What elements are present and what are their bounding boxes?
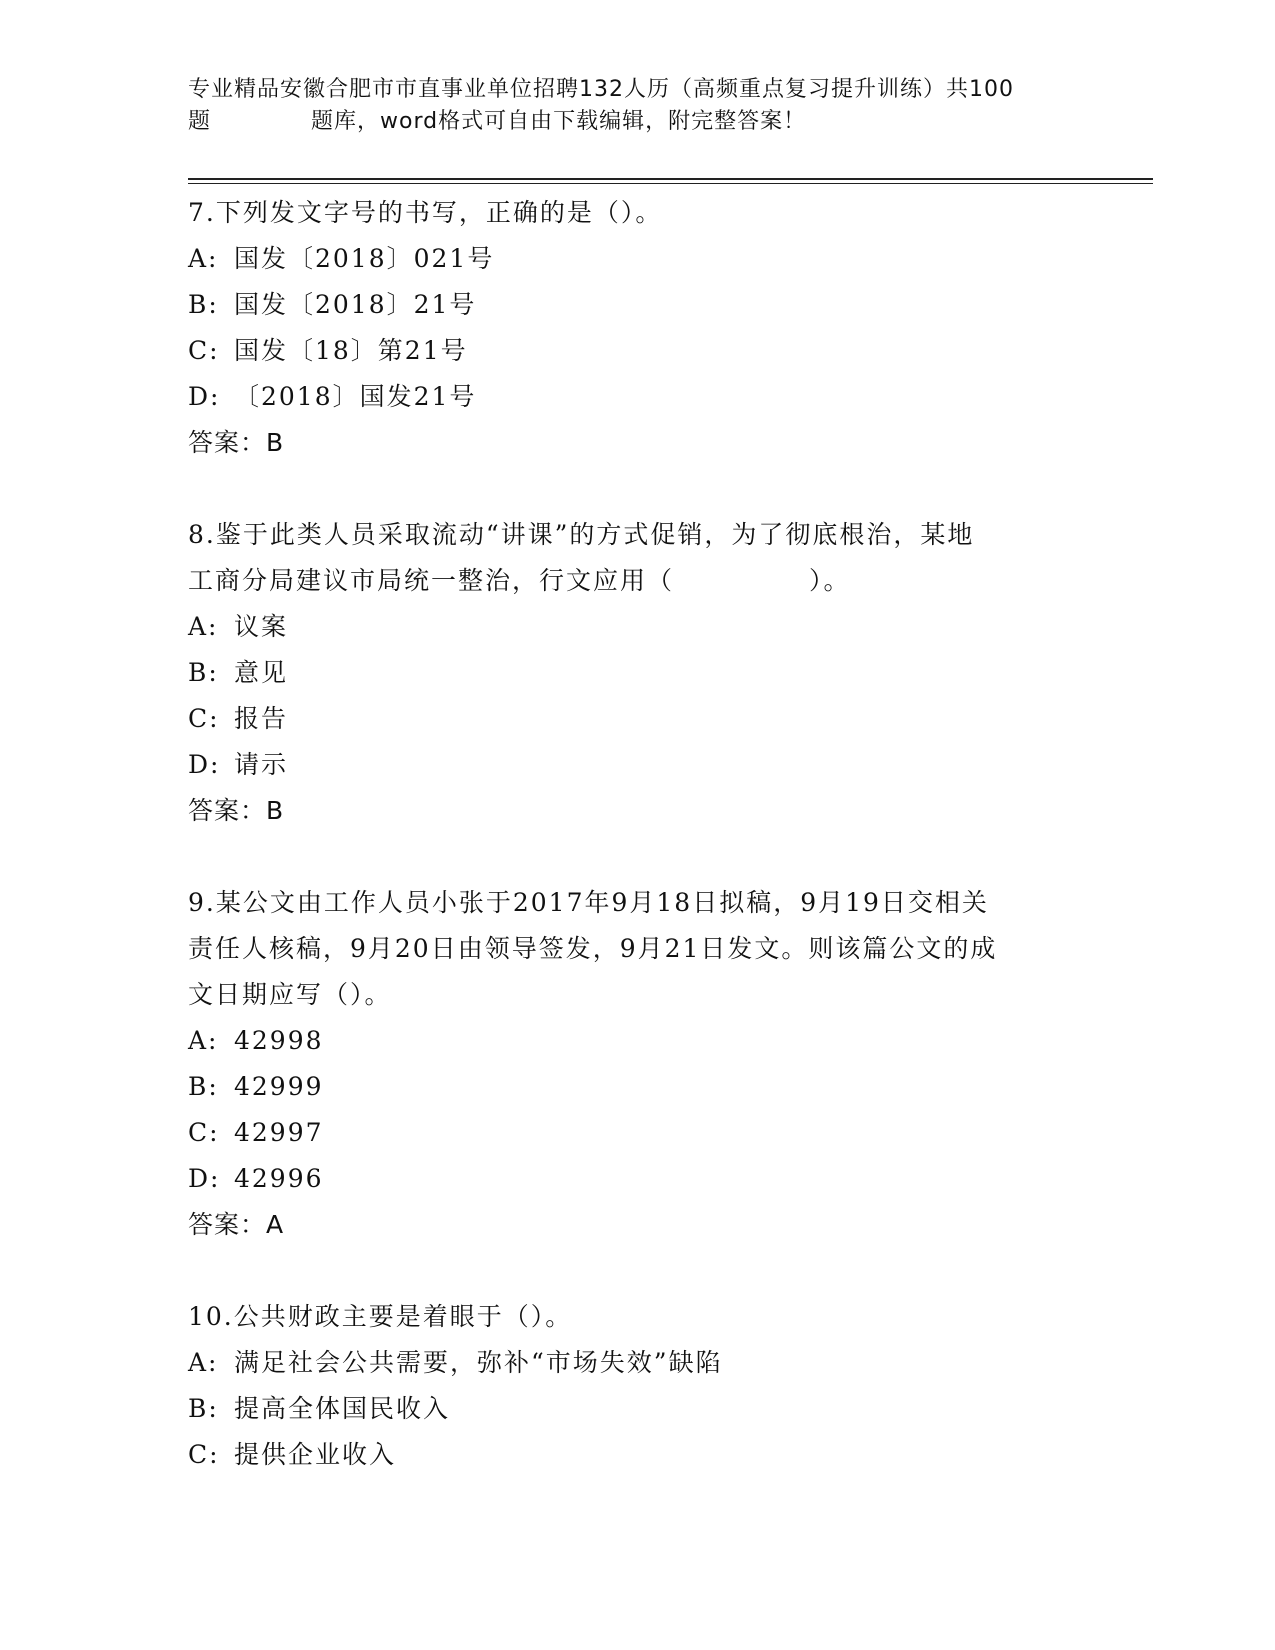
question-block <box>188 190 1088 466</box>
option-letter: A: <box>188 244 219 273</box>
option-letter: B: <box>188 658 219 687</box>
question-stem: 责任人核稿，9月20日由领导签发，9月21日发文。则该篇公文的成 <box>188 934 998 963</box>
answer-option <box>188 282 1088 328</box>
answer-key: 答案：B <box>188 428 285 457</box>
answer-option <box>188 1110 1088 1156</box>
option-text: 报告 <box>234 704 289 733</box>
option-letter: D: <box>188 750 221 779</box>
answer-option <box>188 1386 1088 1432</box>
option-letter: A: <box>188 1348 219 1377</box>
question-stem: 8.鉴于此类人员采取流动“讲课”的方式促销，为了彻底根治，某地 <box>188 520 975 549</box>
option-text: 国发〔18〕第21号 <box>234 336 468 365</box>
answer-option <box>188 1340 1088 1386</box>
answer-key: 答案：B <box>188 796 285 825</box>
option-letter: D: <box>188 382 221 411</box>
answer-key: 答案：A <box>188 1210 285 1239</box>
answer-option <box>188 650 1088 696</box>
answer-option <box>188 1064 1088 1110</box>
answer-option <box>188 1018 1088 1064</box>
answer-option <box>188 604 1088 650</box>
option-text: 国发〔2018〕21号 <box>234 290 477 319</box>
option-text: 议案 <box>234 612 289 641</box>
answer-option <box>188 742 1088 788</box>
question-stem: 7.下列发文字号的书写，正确的是（）。 <box>188 198 663 227</box>
option-text: 国发〔2018〕021号 <box>234 244 495 273</box>
option-text: 42997 <box>234 1118 324 1147</box>
answer-option <box>188 328 1088 374</box>
option-text: 请示 <box>234 750 289 779</box>
option-text: 满足社会公共需要，弥补“市场失效”缺陷 <box>234 1348 723 1377</box>
option-text: 提供企业收入 <box>234 1440 397 1469</box>
option-letter: B: <box>188 1072 219 1101</box>
option-letter: D: <box>188 1164 221 1193</box>
option-letter: C: <box>188 1440 220 1469</box>
header-divider-thick <box>188 178 1153 180</box>
answer-option <box>188 1432 1088 1478</box>
answer-option <box>188 236 1088 282</box>
header-divider-thin <box>188 183 1153 184</box>
document-header <box>188 74 1088 138</box>
option-text: 42998 <box>234 1026 324 1055</box>
question-stem: 9.某公文由工作人员小张于2017年9月18日拟稿，9月19日交相关 <box>188 888 989 917</box>
option-letter: A: <box>188 612 219 641</box>
header-line-2-left: 题 <box>188 109 212 134</box>
header-line-2-right: 题库，word格式可自由下载编辑，附完整答案！ <box>311 109 807 134</box>
question-stem: 工商分局建议市局统一整治，行文应用（ ）。 <box>188 566 851 595</box>
answer-option <box>188 374 1088 420</box>
option-letter: C: <box>188 704 220 733</box>
option-letter: B: <box>188 1394 219 1423</box>
header-line-2 <box>188 106 1088 138</box>
option-letter: C: <box>188 1118 220 1147</box>
answer-option <box>188 696 1088 742</box>
option-letter: B: <box>188 290 219 319</box>
option-letter: A: <box>188 1026 219 1055</box>
option-text: 42996 <box>234 1164 324 1193</box>
question-block <box>188 1294 1088 1478</box>
question-stem: 10.公共财政主要是着眼于（）。 <box>188 1302 573 1331</box>
question-block <box>188 880 1088 1248</box>
option-letter: C: <box>188 336 220 365</box>
option-text: 42999 <box>234 1072 324 1101</box>
option-text: 提高全体国民收入 <box>234 1394 451 1423</box>
question-list <box>188 190 1088 1478</box>
option-text: 意见 <box>234 658 289 687</box>
question-block <box>188 512 1088 834</box>
option-text: 〔2018〕国发21号 <box>234 382 477 411</box>
header-line-1: 专业精品安徽合肥市市直事业单位招聘132人历（高频重点复习提升训练）共100 <box>188 77 1014 102</box>
question-stem: 文日期应写（）。 <box>188 980 392 1009</box>
answer-option <box>188 1156 1088 1202</box>
